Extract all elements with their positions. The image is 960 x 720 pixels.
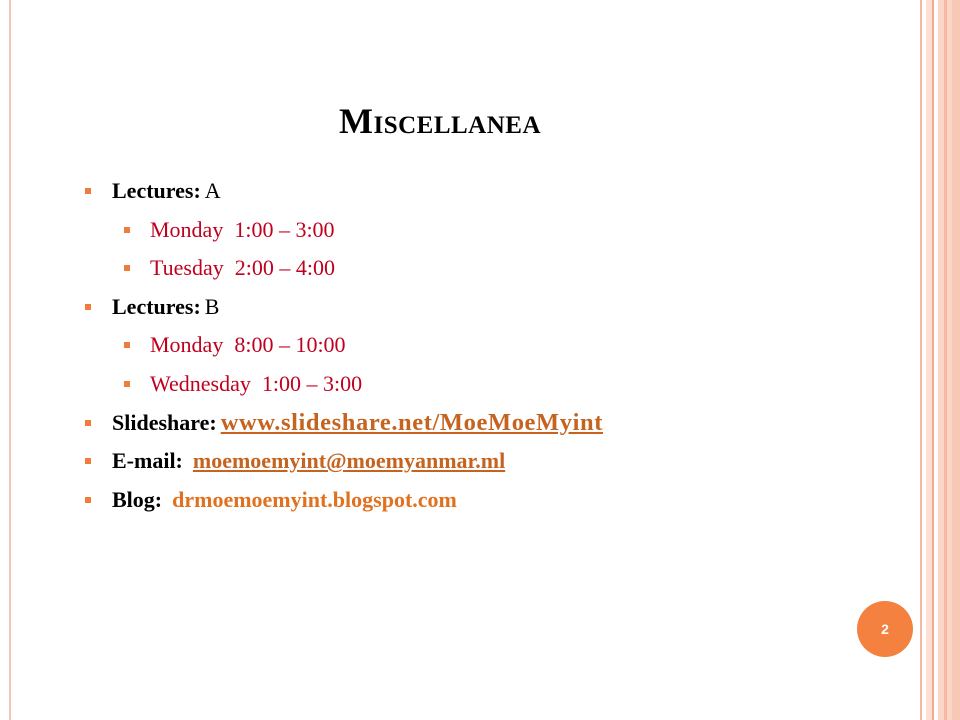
- right-decoration-stripe: [932, 0, 934, 720]
- sub-bullet-session: [80, 249, 900, 288]
- square-bullet-icon: [85, 497, 91, 503]
- square-bullet-icon: [124, 381, 130, 387]
- sub-bullet-session: [80, 211, 900, 250]
- page-number-badge: 2: [857, 601, 913, 657]
- square-bullet-icon: [85, 458, 91, 464]
- bullet-value: A: [204, 178, 221, 203]
- blog-address: drmoemoemyint.blogspot.com: [172, 486, 457, 512]
- square-bullet-icon: [124, 227, 130, 233]
- right-decoration-stripe: [952, 0, 960, 720]
- sub-bullet-session: [80, 326, 900, 365]
- bullet-email: [80, 442, 900, 481]
- square-bullet-icon: [85, 420, 91, 426]
- bullet-label: Lectures:: [112, 178, 201, 203]
- right-decoration-stripe: [920, 0, 922, 720]
- square-bullet-icon: [85, 304, 91, 310]
- bullet-list: [80, 172, 900, 519]
- bullet-lectures-b: [80, 288, 900, 327]
- bullet-label: Blog:: [112, 486, 163, 512]
- session-text: Monday 1:00 – 3:00: [150, 216, 335, 242]
- right-decoration-stripe: [944, 0, 947, 720]
- sub-bullet-session: [80, 365, 900, 404]
- bullet-label: Lectures:: [112, 293, 201, 319]
- slideshare-link[interactable]: www.slideshare.net/MoeMoeMyint: [220, 408, 603, 436]
- bullet-value: B: [204, 293, 220, 319]
- bullet-blog: [80, 481, 900, 520]
- square-bullet-icon: [124, 265, 130, 271]
- bullet-label: Slideshare:: [112, 409, 217, 435]
- bullet-slideshare: [80, 404, 900, 443]
- email-link[interactable]: moemoemyint@moemyanmar.ml: [192, 448, 506, 474]
- session-text: Tuesday 2:00 – 4:00: [150, 255, 335, 281]
- bullet-label: E-mail:: [112, 448, 183, 474]
- session-text: Monday 8:00 – 10:00: [150, 332, 346, 358]
- bullet-lectures-a: [80, 172, 900, 211]
- square-bullet-icon: [124, 342, 130, 348]
- slide-title: Miscellanea: [338, 101, 542, 141]
- session-text: Wednesday 1:00 – 3:00: [150, 370, 363, 396]
- square-bullet-icon: [85, 188, 91, 194]
